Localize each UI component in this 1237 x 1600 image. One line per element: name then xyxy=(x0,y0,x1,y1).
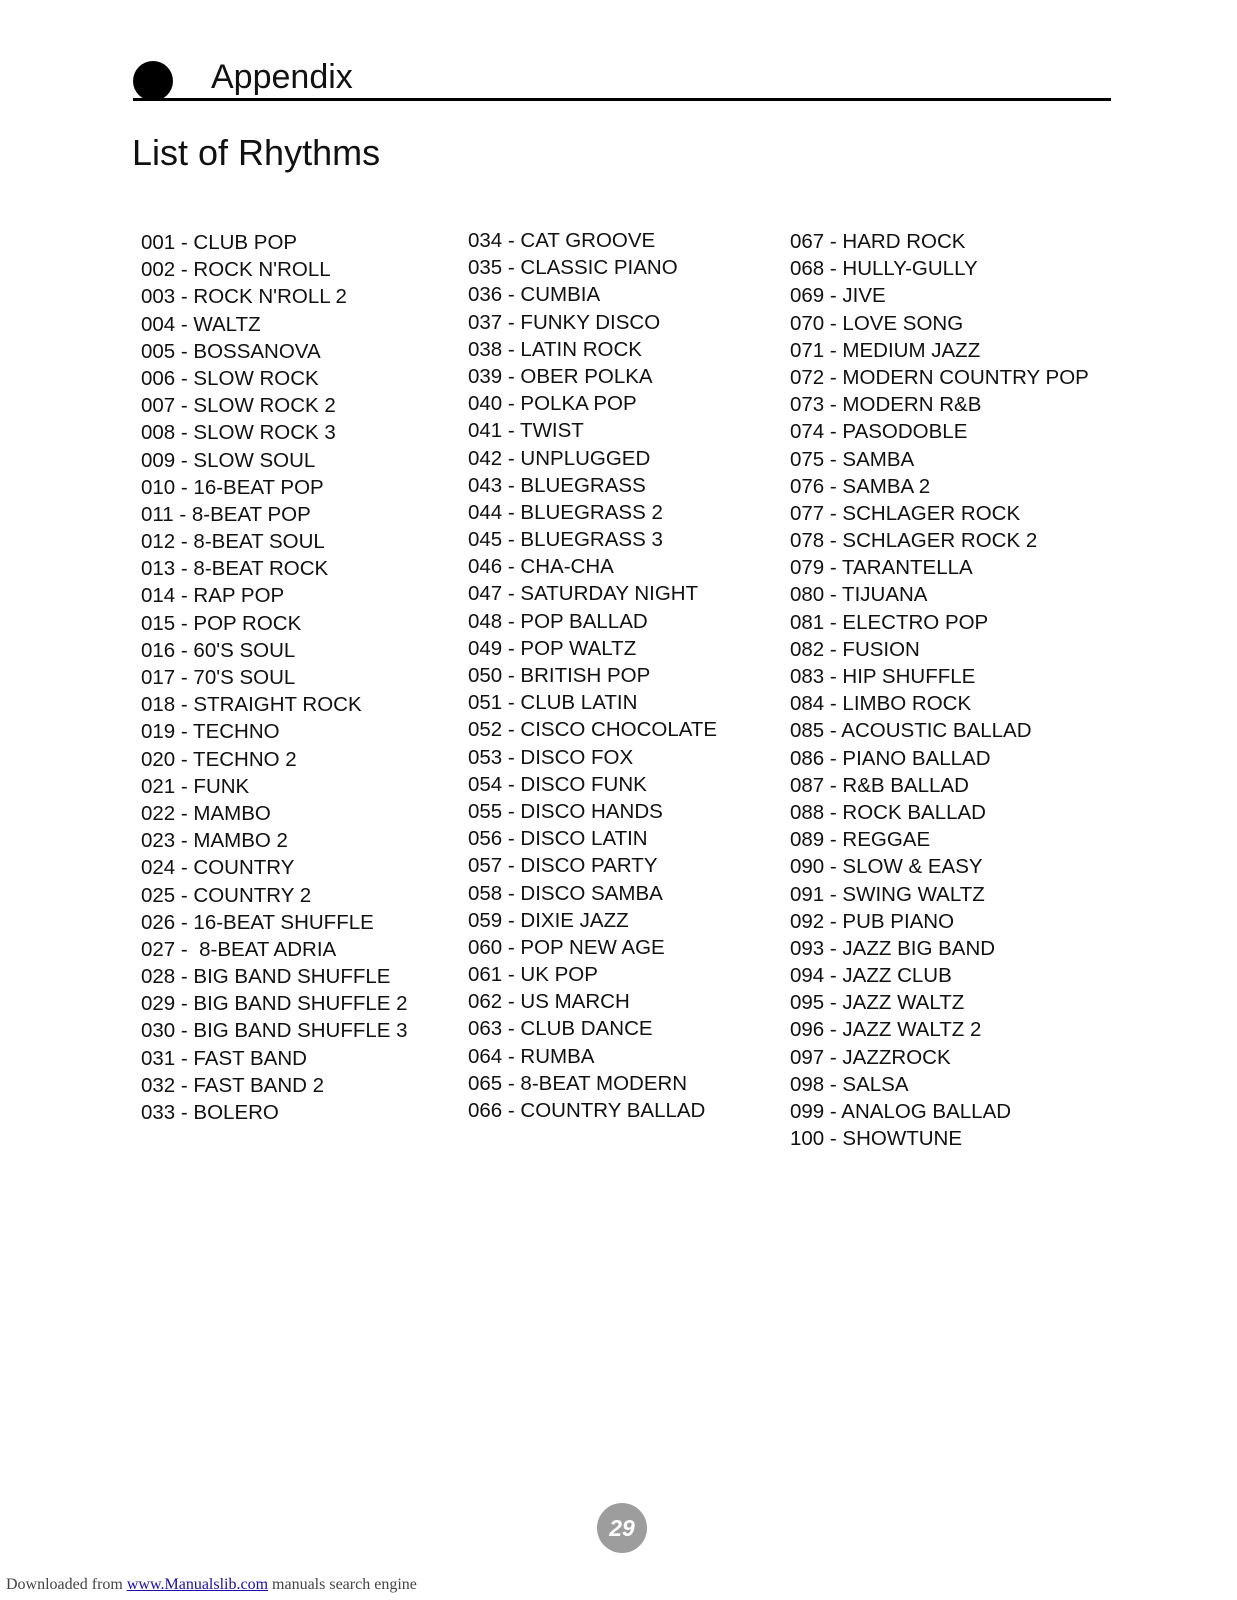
rhythm-list-item: 100 - SHOWTUNE xyxy=(790,1127,962,1151)
rhythm-list-item: 024 - COUNTRY xyxy=(141,856,295,880)
rhythm-list-item: 072 - MODERN COUNTRY POP xyxy=(790,365,1089,389)
rhythm-list-item: 087 - R&B BALLAD xyxy=(790,773,969,797)
rhythm-list-item: 025 - COUNTRY 2 xyxy=(141,883,312,907)
rhythm-list-item: 062 - US MARCH xyxy=(468,990,630,1014)
rhythm-list-item: 090 - SLOW & EASY xyxy=(790,855,983,879)
rhythm-list-item: 079 - TARANTELLA xyxy=(790,556,973,580)
rhythm-list-item: 064 - RUMBA xyxy=(468,1044,595,1068)
rhythm-list-item: 082 - FUSION xyxy=(790,637,920,661)
rhythm-list-item: 018 - STRAIGHT ROCK xyxy=(141,693,362,717)
rhythm-list-item: 057 - DISCO PARTY xyxy=(468,854,658,878)
rhythm-list-item: 042 - UNPLUGGED xyxy=(468,446,651,470)
rhythm-list-item: 005 - BOSSANOVA xyxy=(141,339,321,363)
rhythm-list-item: 021 - FUNK xyxy=(141,774,250,798)
rhythm-list-item: 094 - JAZZ CLUB xyxy=(790,964,952,988)
rhythm-list-item: 027 - 8-BEAT ADRIA xyxy=(141,937,337,961)
footer-link[interactable]: www.Manualslib.com xyxy=(126,1576,269,1593)
rhythm-list-item: 076 - SAMBA 2 xyxy=(790,474,931,498)
rhythm-list-item: 041 - TWIST xyxy=(468,419,584,443)
rhythm-list-item: 048 - POP BALLAD xyxy=(468,609,648,633)
rhythm-list-item: 045 - BLUEGRASS 3 xyxy=(468,528,663,552)
header-rule xyxy=(133,98,1111,101)
rhythm-list-item: 043 - BLUEGRASS xyxy=(468,473,646,497)
rhythm-list-item: 051 - CLUB LATIN xyxy=(468,691,638,715)
rhythm-list-item: 071 - MEDIUM JAZZ xyxy=(790,338,981,362)
rhythm-list-item: 078 - SCHLAGER ROCK 2 xyxy=(790,529,1038,553)
rhythm-list-item: 002 - ROCK N'ROLL xyxy=(141,258,331,282)
rhythm-list-item: 067 - HARD ROCK xyxy=(790,230,966,253)
page-number-badge: 29 xyxy=(597,1503,647,1553)
rhythm-list-item: 032 - FAST BAND 2 xyxy=(141,1073,325,1097)
rhythm-list-item: 053 - DISCO FOX xyxy=(468,745,634,769)
rhythm-list-item: 092 - PUB PIANO xyxy=(790,909,955,933)
rhythm-list-item: 017 - 70'S SOUL xyxy=(141,666,296,689)
rhythm-list-item: 010 - 16-BEAT POP xyxy=(141,475,324,499)
rhythm-column-1 xyxy=(141,229,408,1126)
rhythm-list-item: 022 - MAMBO xyxy=(141,801,271,825)
rhythm-list-item: 086 - PIANO BALLAD xyxy=(790,746,991,770)
footer-suffix: manuals search engine xyxy=(268,1576,417,1593)
rhythm-list-item: 054 - DISCO FUNK xyxy=(468,772,647,796)
rhythm-list-item: 033 - BOLERO xyxy=(141,1101,279,1124)
rhythm-list-item: 015 - POP ROCK xyxy=(141,611,302,635)
rhythm-list-item: 012 - 8-BEAT SOUL xyxy=(141,530,325,554)
section-title: List of Rhythms xyxy=(132,132,381,173)
rhythm-list-item: 007 - SLOW ROCK 2 xyxy=(141,394,336,418)
rhythm-list-item: 091 - SWING WALTZ xyxy=(790,882,985,906)
rhythm-list-item: 065 - 8-BEAT MODERN xyxy=(468,1071,688,1095)
rhythm-list-item: 028 - BIG BAND SHUFFLE xyxy=(141,965,391,989)
rhythm-list-item: 047 - SATURDAY NIGHT xyxy=(468,582,699,606)
rhythm-column-3 xyxy=(790,228,1089,1152)
rhythm-list-item: 085 - ACOUSTIC BALLAD xyxy=(790,719,1032,743)
rhythm-list-item: 095 - JAZZ WALTZ xyxy=(790,991,965,1015)
rhythm-list-item: 058 - DISCO SAMBA xyxy=(468,881,663,905)
rhythm-list-item: 031 - FAST BAND xyxy=(141,1046,307,1070)
rhythm-list-item: 059 - DIXIE JAZZ xyxy=(468,908,629,932)
rhythm-list-item: 004 - WALTZ xyxy=(141,312,261,336)
rhythm-list-item: 073 - MODERN R&B xyxy=(790,393,982,417)
rhythm-column-2 xyxy=(468,227,717,1124)
rhythm-list-item: 023 - MAMBO 2 xyxy=(141,829,288,853)
rhythm-list-item: 049 - POP WALTZ xyxy=(468,636,637,660)
rhythm-list-item: 066 - COUNTRY BALLAD xyxy=(468,1099,706,1122)
rhythm-list-item: 029 - BIG BAND SHUFFLE 2 xyxy=(141,992,408,1016)
rhythm-list-item: 069 - JIVE xyxy=(790,284,886,308)
rhythm-list-item: 097 - JAZZROCK xyxy=(790,1045,951,1069)
rhythm-list-item: 061 - UK POP xyxy=(468,963,598,987)
rhythm-list-item: 060 - POP NEW AGE xyxy=(468,935,665,959)
rhythm-list-item: 037 - FUNKY DISCO xyxy=(468,310,661,334)
rhythm-list-item: 044 - BLUEGRASS 2 xyxy=(468,500,663,524)
rhythm-list-item: 046 - CHA-CHA xyxy=(468,555,614,579)
rhythm-list-item: 098 - SALSA xyxy=(790,1072,909,1096)
rhythm-list-item: 011 - 8-BEAT POP xyxy=(141,502,311,526)
rhythm-list-item: 055 - DISCO HANDS xyxy=(468,799,663,823)
rhythm-list-item: 089 - REGGAE xyxy=(790,828,931,852)
rhythm-list-item: 099 - ANALOG BALLAD xyxy=(790,1100,1012,1123)
rhythm-list-item: 080 - TIJUANA xyxy=(790,583,928,607)
rhythm-list-item: 052 - CISCO CHOCOLATE xyxy=(468,718,718,742)
rhythm-list-item: 009 - SLOW SOUL xyxy=(141,448,316,472)
rhythm-list-item: 063 - CLUB DANCE xyxy=(468,1017,653,1041)
rhythm-list-item: 006 - SLOW ROCK xyxy=(141,366,319,390)
rhythm-list-item: 081 - ELECTRO POP xyxy=(790,610,989,634)
rhythm-list-item: 003 - ROCK N'ROLL 2 xyxy=(141,285,347,309)
rhythm-list-item: 008 - SLOW ROCK 3 xyxy=(141,421,336,445)
rhythm-list-item: 083 - HIP SHUFFLE xyxy=(790,665,976,688)
rhythm-list-item: 056 - DISCO LATIN xyxy=(468,827,648,851)
rhythm-list-item: 050 - BRITISH POP xyxy=(468,664,651,687)
rhythm-list-item: 001 - CLUB POP xyxy=(141,231,298,254)
rhythm-list-item: 038 - LATIN ROCK xyxy=(468,337,642,361)
rhythm-list-item: 093 - JAZZ BIG BAND xyxy=(790,936,996,960)
footer-prefix: Downloaded from xyxy=(6,1576,127,1593)
rhythm-list-item: 020 - TECHNO 2 xyxy=(141,747,297,771)
rhythm-list-item: 013 - 8-BEAT ROCK xyxy=(141,557,329,581)
rhythm-list-item: 075 - SAMBA xyxy=(790,447,915,471)
rhythm-list-item: 035 - CLASSIC PIANO xyxy=(468,256,678,280)
rhythm-list-item: 096 - JAZZ WALTZ 2 xyxy=(790,1018,982,1042)
header-bullet xyxy=(133,61,173,101)
page-header-title: Appendix xyxy=(211,58,353,96)
footer xyxy=(6,1575,417,1595)
rhythm-list-item: 036 - CUMBIA xyxy=(468,283,601,307)
rhythm-list-item: 040 - POLKA POP xyxy=(468,392,637,416)
rhythm-list-item: 034 - CAT GROOVE xyxy=(468,229,656,252)
rhythm-list-item: 030 - BIG BAND SHUFFLE 3 xyxy=(141,1019,408,1043)
rhythm-list-item: 070 - LOVE SONG xyxy=(790,311,964,335)
rhythm-list-item: 014 - RAP POP xyxy=(141,584,285,608)
rhythm-list-item: 088 - ROCK BALLAD xyxy=(790,800,986,824)
rhythm-list-item: 016 - 60'S SOUL xyxy=(141,638,296,662)
rhythm-list-item: 077 - SCHLAGER ROCK xyxy=(790,501,1021,525)
rhythm-list-item: 074 - PASODOBLE xyxy=(790,420,968,444)
rhythm-list-item: 026 - 16-BEAT SHUFFLE xyxy=(141,910,374,934)
rhythm-list-item: 068 - HULLY-GULLY xyxy=(790,257,978,281)
rhythm-list-item: 019 - TECHNO xyxy=(141,720,280,744)
rhythm-list-item: 084 - LIMBO ROCK xyxy=(790,692,972,716)
rhythm-list-item: 039 - OBER POLKA xyxy=(468,364,653,388)
